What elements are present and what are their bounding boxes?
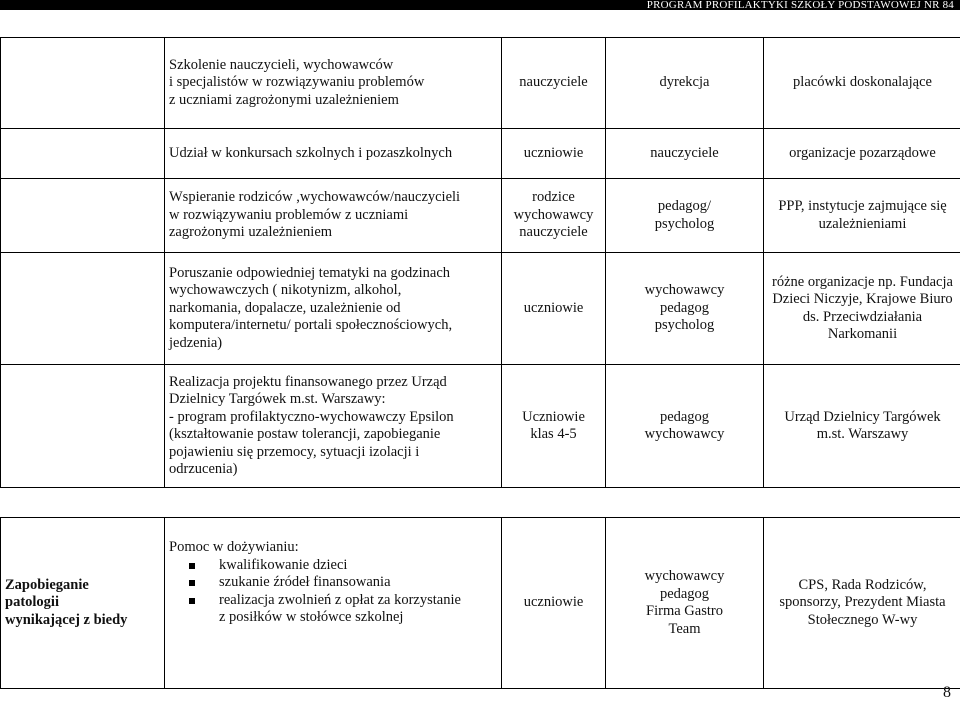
cell-line: pedagog <box>659 585 710 602</box>
cell-line: dyrekcja <box>659 74 710 91</box>
partners-cell <box>764 365 960 488</box>
cell-line: uczniowie <box>523 299 584 316</box>
partners-cell <box>764 253 960 365</box>
table-row <box>1 38 960 129</box>
task-cell <box>165 179 502 253</box>
cell-line: wychowawczych ( nikotynizm, alkohol, <box>169 282 402 299</box>
cell-line: organizacje pozarządowe <box>789 144 936 161</box>
page-number: 8 <box>943 684 951 701</box>
bullet-text: z posiłków w stołówce szkolnej <box>219 609 404 625</box>
cell-line: Stołecznego W-wy <box>807 611 918 628</box>
target-cell <box>502 179 606 253</box>
cell-line: CPS, Rada Rodziców, <box>798 576 927 593</box>
partners-cell <box>764 518 960 689</box>
cell-line: PPP, instytucje zajmujące się <box>778 198 947 214</box>
responsible-cell <box>606 38 764 129</box>
cell-line: wychowawcy <box>644 568 725 584</box>
cell-line: Zapobieganie <box>5 576 89 593</box>
cell-line: Urząd Dzielnicy Targówek <box>784 408 941 425</box>
cell-line: Szkolenie nauczycieli, wychowawców <box>169 56 394 73</box>
cell-line: psycholog <box>654 215 715 232</box>
target-cell <box>502 365 606 488</box>
area-cell <box>1 518 165 689</box>
cell-line: wychowawcy <box>644 426 725 442</box>
task-bullet-list <box>169 557 497 627</box>
cell-line: odrzucenia) <box>169 461 238 477</box>
task-intro: Pomoc w dożywianiu: <box>169 539 299 555</box>
table-row <box>1 365 960 488</box>
responsible-cell <box>606 518 764 689</box>
cell-line: wynikającej z biedy <box>5 611 128 628</box>
table-row <box>1 518 960 689</box>
cell-line: nauczyciele <box>519 74 588 91</box>
cell-line: komputera/internetu/ portali społecznościowych, <box>169 317 453 334</box>
cell-line: pedagog <box>659 408 710 425</box>
cell-line: Team <box>668 620 701 637</box>
document-header-title: PROGRAM PROFILAKTYKI SZKOŁY PODSTAWOWEJ NR 84 <box>646 0 954 11</box>
responsible-cell <box>606 253 764 365</box>
cell-line: pojawieniu się przemocy, sytuacji izolacji i <box>169 443 420 460</box>
cell-line: Dzielnicy Targówek m.st. Warszawy: <box>169 391 386 407</box>
list-item <box>169 592 497 627</box>
cell-line: sponsorzy, Prezydent Miasta <box>779 594 946 611</box>
cell-line: patologii <box>5 594 59 611</box>
cell-line: Uczniowie <box>522 408 585 425</box>
target-cell <box>502 253 606 365</box>
bullet-square-icon <box>189 580 195 586</box>
cell-line: zagrożonymi uzależnieniem <box>169 224 333 241</box>
cell-line: klas 4-5 <box>530 426 577 442</box>
responsible-cell <box>606 365 764 488</box>
cell-line: uczniowie <box>523 594 584 611</box>
target-cell <box>502 129 606 179</box>
cell-line: (kształtowanie postaw tolerancji, zapobieganie <box>169 426 441 442</box>
poverty-prevention-table <box>0 517 960 689</box>
cell-line: i specjalistów w rozwiązywaniu problemów <box>169 74 425 91</box>
cell-line: uzależnieniami <box>818 215 907 232</box>
task-cell <box>165 38 502 129</box>
cell-line: różne organizacje np. Fundacja <box>772 273 953 290</box>
cell-line: psycholog <box>654 317 715 334</box>
cell-line: - program profilaktyczno-wychowawczy Epsilon <box>169 408 454 425</box>
task-cell <box>165 365 502 488</box>
cell-line: z uczniami zagrożonymi uzależnieniem <box>169 91 399 108</box>
cell-line: ds. Przeciwdziałania <box>802 308 923 325</box>
cell-line: pedagog <box>659 299 710 316</box>
cell-line: Narkomanii <box>827 326 898 342</box>
table-row <box>1 129 960 179</box>
partners-cell <box>764 179 960 253</box>
cell-line: m.st. Warszawy <box>816 426 909 442</box>
bullet-text: realizacja zwolnień z opłat za korzystanie <box>219 591 461 608</box>
task-cell <box>165 129 502 179</box>
cell-line: nauczyciele <box>519 224 588 241</box>
table-row <box>1 253 960 365</box>
target-cell <box>502 518 606 689</box>
cell-line: Dzieci Niczyje, Krajowe Biuro <box>772 291 953 307</box>
cell-line: pedagog/ <box>657 198 712 214</box>
cell-line: narkomania, dopalacze, uzależnienie od <box>169 299 401 316</box>
bullet-text: kwalifikowanie dzieci <box>219 556 348 573</box>
area-cell <box>1 253 165 365</box>
partners-cell <box>764 38 960 129</box>
bullet-text: szukanie źródeł finansowania <box>219 574 391 590</box>
table-row <box>1 179 960 253</box>
bullet-square-icon <box>189 563 195 569</box>
area-cell <box>1 129 165 179</box>
cell-line: nauczyciele <box>650 144 719 161</box>
cell-line: uczniowie <box>523 144 584 161</box>
cell-line: Realizacja projektu finansowanego przez Urząd <box>169 373 447 390</box>
cell-line: placówki doskonalające <box>793 74 932 91</box>
task-cell <box>165 518 502 689</box>
cell-line: wychowawcy <box>513 206 594 223</box>
list-item <box>169 574 497 592</box>
list-item <box>169 557 497 575</box>
cell-line: Firma Gastro <box>646 603 723 619</box>
partners-cell <box>764 129 960 179</box>
responsible-cell <box>606 129 764 179</box>
task-cell <box>165 253 502 365</box>
cell-line: wychowawcy <box>644 282 725 299</box>
cell-line: Udział w konkursach szkolnych i pozaszkolnych <box>169 144 453 161</box>
area-cell <box>1 179 165 253</box>
activities-table <box>0 37 960 488</box>
cell-line: rodzice <box>532 189 575 206</box>
header-bar <box>0 0 960 10</box>
cell-line: Poruszanie odpowiedniej tematyki na godzinach <box>169 264 451 281</box>
area-cell <box>1 38 165 129</box>
bullet-square-icon <box>189 598 195 604</box>
cell-line: w rozwiązywaniu problemów z uczniami <box>169 206 409 223</box>
area-cell <box>1 365 165 488</box>
cell-line: Wspieranie rodziców ,wychowawców/nauczycieli <box>169 189 461 206</box>
responsible-cell <box>606 179 764 253</box>
target-cell <box>502 38 606 129</box>
cell-line: jedzenia) <box>169 334 223 351</box>
